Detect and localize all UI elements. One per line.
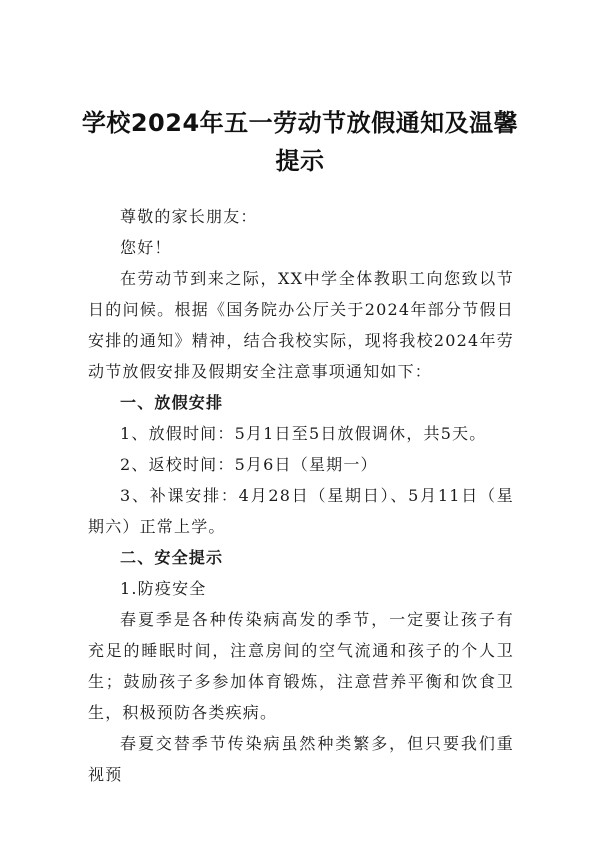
section-heading-safety: 二、安全提示 xyxy=(120,548,224,567)
safety-paragraph: 春夏交替季节传染病虽然种类繁多，但只要我们重视预 xyxy=(88,734,514,784)
safety-paragraph: 春夏季是各种传染病高发的季节，一定要让孩子有充足的睡眠时间，注意房间的空气流通和孩子的个人卫生；鼓励孩子多参加体育锻炼，注意营养平衡和饮食卫生，积极预防各类疾病。 xyxy=(88,610,514,722)
section-heading-holiday: 一、放假安排 xyxy=(120,393,224,412)
salutation: 尊敬的家长朋友： xyxy=(120,207,258,226)
intro-paragraph: 在劳动节到来之际，XX中学全体教职工向您致以节日的问候。根据《国务院办公厅关于2024年部分节假日安排的通知》精神，结合我校实际，现将我校2024年劳动节放假安排及假期安全注意事项通知如下： xyxy=(88,269,514,381)
document-title: 学校2024年五一劳动节放假通知及温馨提示 xyxy=(81,109,519,175)
holiday-item-makeup: 3、补课安排：4月28日（星期日）、5月11日（星期六）正常上学。 xyxy=(88,486,514,536)
greeting: 您好！ xyxy=(120,238,172,257)
document-body xyxy=(88,201,514,790)
safety-subheading: 1.防疫安全 xyxy=(120,579,207,598)
holiday-item-time: 1、放假时间：5月1日至5日放假调休，共5天。 xyxy=(120,424,487,443)
holiday-item-return: 2、返校时间：5月6日（星期一） xyxy=(120,455,378,474)
